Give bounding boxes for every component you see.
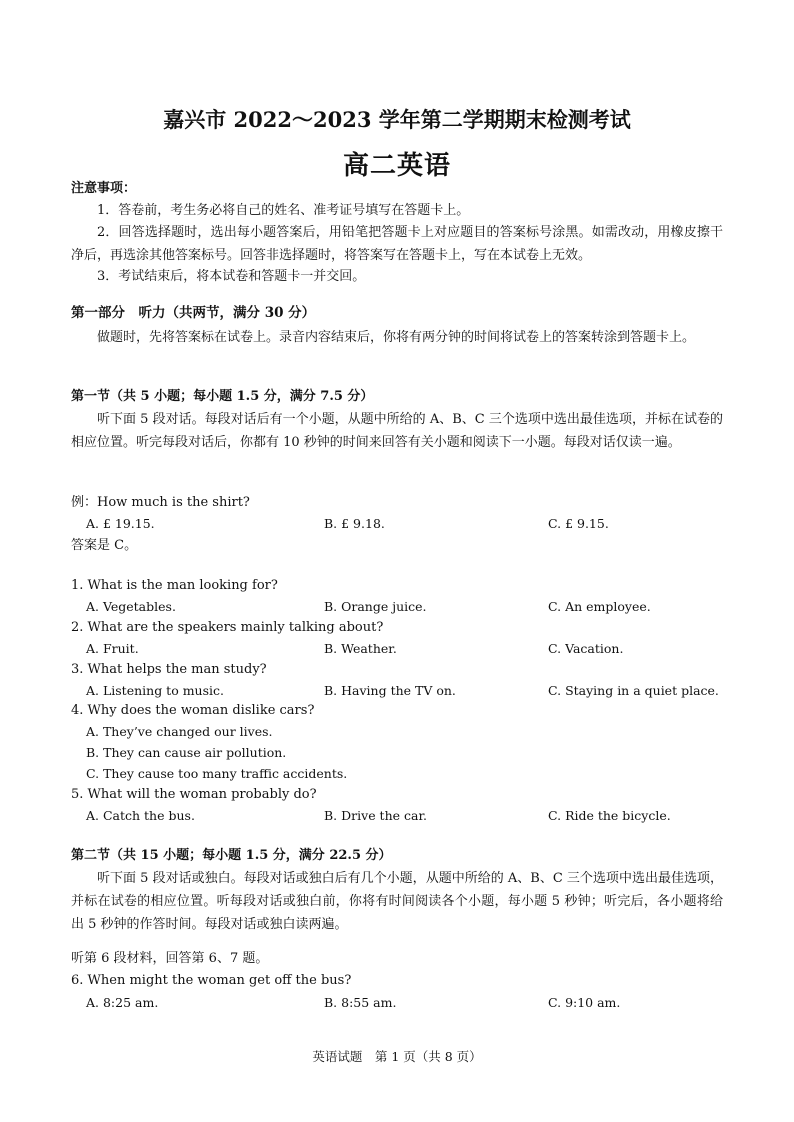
example-option-b: B. £ 9.18.: [324, 516, 385, 531]
notice-item-3: 3．考试结束后，将本试卷和答题卡一并交回。: [97, 269, 366, 284]
notice-item-2: 2．回答选择题时，选出每小题答案后，用铅笔把答题卡上对应题目的答案标号涂黑。如需改动，用橡皮擦干净后，再选涂其他答案标号。回答非选择题时，将答案写在答题卡上，写在本试卷上无效。: [71, 225, 723, 263]
q1-option-a: A. Vegetables.: [86, 599, 176, 614]
question-4: 4. Why does the woman dislike cars?: [71, 703, 315, 718]
q5-option-b: B. Drive the car.: [324, 808, 428, 823]
page-footer: 英语试题 第 1 页（共 8 页）: [312, 1049, 482, 1064]
q3-option-c: C. Staying in a quiet place.: [548, 683, 719, 698]
part1-heading: 第一部分 听力（共两节，满分 30 分）: [71, 305, 316, 321]
question-3: 3. What helps the man study?: [71, 662, 267, 677]
q2-option-c: C. Vacation.: [548, 641, 624, 656]
question-1: 1. What is the man looking for?: [71, 578, 278, 593]
part1-instruction: 做题时，先将答案标在试卷上。录音内容结束后，你将有两分钟的时间将试卷上的答案转涂到答题卡上。: [97, 330, 696, 345]
notice-item-1: 1．答卷前，考生务必将自己的姓名、准考证号填写在答题卡上。: [97, 203, 470, 218]
q4-option-a: A. They’ve changed our lives.: [86, 724, 273, 739]
q4-option-b: B. They can cause air pollution.: [86, 745, 287, 760]
section1-instruction: 听下面 5 段对话。每段对话后有一个小题，从题中所给的 A、B、C 三个选项中选出最佳选项，并标在试卷的相应位置。听完每段对话后，你都有 10 秒钟的时间来回答有关小题和阅读下一小题。每段对话仅读一遍。: [71, 412, 723, 450]
q4-option-c: C. They cause too many traffic accidents.: [86, 766, 348, 781]
example-option-a: A. £ 19.15.: [86, 516, 155, 531]
q3-option-b: B. Having the TV on.: [324, 683, 456, 698]
q5-option-c: C. Ride the bicycle.: [548, 808, 671, 823]
section2-instruction: 听下面 5 段对话或独白。每段对话或独白后有几个小题，从题中所给的 A、B、C 三个选项中选出最佳选项，并标在试卷的相应位置。听每段对话或独白前，你将有时间阅读各个小题，每小题 5 秒钟；听完后，各小题将给出 5 秒钟的作答时间。每段对话或独白读两遍。: [71, 871, 723, 932]
question-2: 2. What are the speakers mainly talking about?: [71, 620, 384, 635]
q1-option-b: B. Orange juice.: [324, 599, 427, 614]
section1-heading: 第一节（共 5 小题；每小题 1.5 分，满分 7.5 分）: [71, 389, 374, 404]
q6-option-c: C. 9:10 am.: [548, 995, 621, 1010]
exam-subtitle: 高二英语: [342, 151, 451, 181]
example-question: 例：How much is the shirt?: [71, 495, 250, 510]
q3-option-a: A. Listening to music.: [86, 683, 224, 698]
q6-option-b: B. 8:55 am.: [324, 995, 397, 1010]
q5-option-a: A. Catch the bus.: [86, 808, 195, 823]
q1-option-c: C. An employee.: [548, 599, 651, 614]
q6-option-a: A. 8:25 am.: [86, 995, 159, 1010]
question-6: 6. When might the woman get off the bus?: [71, 973, 352, 988]
notice-heading: 注意事项：: [71, 181, 137, 196]
exam-title: 嘉兴市 2022～2023 学年第二学期期末检测考试: [163, 107, 631, 132]
q2-option-a: A. Fruit.: [86, 641, 139, 656]
example-answer: 答案是 C。: [71, 538, 138, 553]
section2-heading: 第二节（共 15 小题；每小题 1.5 分，满分 22.5 分）: [71, 848, 392, 863]
example-option-c: C. £ 9.15.: [548, 516, 609, 531]
q2-option-b: B. Weather.: [324, 641, 397, 656]
question-5: 5. What will the woman probably do?: [71, 787, 317, 802]
material-note: 听第 6 段材料，回答第 6、7 题。: [71, 951, 269, 966]
